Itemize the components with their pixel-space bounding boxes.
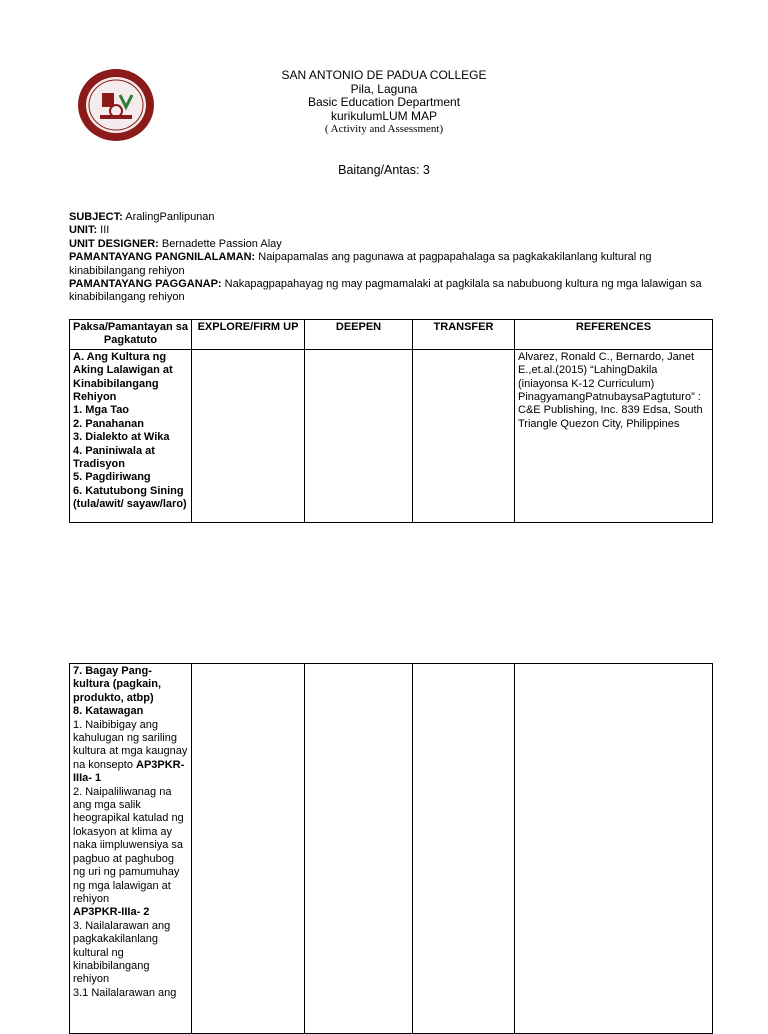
topic-item: 6. Katutubong Sining (tula/awit/ sayaw/laro) bbox=[73, 484, 187, 511]
curriculum-map-table-continued bbox=[69, 663, 713, 1034]
designer-value: Bernadette Passion Alay bbox=[158, 237, 282, 250]
unit-line bbox=[69, 224, 709, 237]
references-cell bbox=[515, 664, 713, 1034]
learning-competency bbox=[73, 719, 188, 786]
topic-item: 3. Dialekto at Wika bbox=[73, 431, 170, 444]
performance-standard-value: Nakapagpapahayag ng may pagmamalaki at pagkilala sa nabubuong kultura ng mga lalawigan sa kinabibilangang rehiyon bbox=[69, 278, 702, 304]
topic-cell bbox=[70, 349, 192, 522]
performance-standard-label: PAMANTAYANG PAGGANAP: bbox=[69, 278, 222, 291]
school-name: SAN ANTONIO DE PADUA COLLEGE bbox=[281, 68, 487, 82]
topic-item: 8. Katawagan bbox=[73, 705, 144, 718]
column-header: EXPLORE/FIRM UP bbox=[192, 320, 305, 350]
column-header: Paksa/Pamantayan sa Pagkatuto bbox=[70, 320, 192, 350]
school-location: Pila, Laguna bbox=[350, 81, 418, 96]
competency-text: 2. Naipaliliwanag na ang mga salik heograpikal katulad ng lokasyon at klima ay naka iimpluwensiya sa pagbuo at paghubog ng uri ng pamumuhay ng mga lalawigan at rehiyon bbox=[73, 785, 184, 905]
column-header: REFERENCES bbox=[515, 320, 713, 350]
table-header-row bbox=[70, 320, 713, 350]
document-header bbox=[200, 69, 568, 137]
transfer-cell bbox=[413, 349, 515, 522]
document-title: kurikulumLUM MAP bbox=[330, 108, 438, 123]
transfer-cell bbox=[413, 664, 515, 1034]
learning-competency: 3.1 Nailalarawan ang bbox=[73, 986, 177, 999]
department-name: Basic Education Department bbox=[307, 95, 461, 109]
content-standard-line bbox=[69, 251, 709, 278]
subject-line bbox=[69, 211, 709, 224]
table-row bbox=[70, 349, 713, 522]
unit-metadata bbox=[69, 211, 709, 305]
document-subtitle: ( Activity and Assessment) bbox=[324, 123, 444, 135]
school-logo bbox=[76, 67, 156, 143]
references-cell: Alvarez, Ronald C., Bernardo, Janet E.,et.al.(2015) “LahingDakila (iniayonsa K-12 Curriculum) PinagyamangPatnubaysaPagtuturo” : C&E Publishing, Inc. 839 Edsa, South Triangle Quezon City, Philippines bbox=[515, 349, 713, 522]
topic-item: 7. Bagay Pang-kultura (pagkain, produkto, atbp) bbox=[73, 665, 162, 704]
topic-cell bbox=[70, 664, 192, 1034]
topic-item: 1. Mga Tao bbox=[73, 404, 130, 417]
column-header: TRANSFER bbox=[413, 320, 515, 350]
topic-item: 5. Pagdiriwang bbox=[73, 471, 151, 484]
column-header: DEEPEN bbox=[305, 320, 413, 350]
content-standard-label: PAMANTAYANG PANGNILALAMAN: bbox=[69, 251, 256, 264]
content-standard-value: Naipapamalas ang pagunawa at pagpapahalaga sa pagkakakilanlang kultural ng kinabibilangang rehiyon bbox=[69, 251, 652, 277]
unit-value: III bbox=[97, 224, 110, 237]
unit-label: UNIT: bbox=[69, 224, 98, 237]
topic-item: A. Ang Kultura ng Aking Lalawigan at Kinabibilangang Rehiyon bbox=[73, 350, 173, 404]
subject-value: AralingPanlipunan bbox=[122, 211, 215, 223]
topic-item: 2. Panahanan bbox=[73, 417, 144, 430]
curriculum-map-table bbox=[69, 319, 713, 523]
learning-competency bbox=[73, 786, 188, 920]
designer-line bbox=[69, 238, 709, 251]
deepen-cell bbox=[305, 349, 413, 522]
explore-cell bbox=[192, 664, 305, 1034]
competency-code: AP3PKR-IIIa- 2 bbox=[73, 906, 150, 919]
learning-competency: 3. Nailalarawan ang pagkakakilanlang kultural ng kinabibilangang rehiyon bbox=[73, 919, 171, 986]
subject-label: SUBJECT: bbox=[69, 211, 123, 223]
grade-level: Baitang/Antas: 3 bbox=[338, 163, 430, 177]
performance-standard-line bbox=[69, 278, 709, 305]
competency-code: AP3PKR-IIIa- 1 bbox=[73, 758, 185, 785]
competency-text: 1. Naibibigay ang kahulugan ng sariling kultura at mga kaugnay na konsepto bbox=[73, 718, 188, 771]
table-row bbox=[70, 664, 713, 1034]
deepen-cell bbox=[305, 664, 413, 1034]
designer-label: UNIT DESIGNER: bbox=[69, 237, 159, 250]
topic-item: 4. Paniniwala at Tradisyon bbox=[73, 444, 155, 471]
explore-cell bbox=[192, 349, 305, 522]
